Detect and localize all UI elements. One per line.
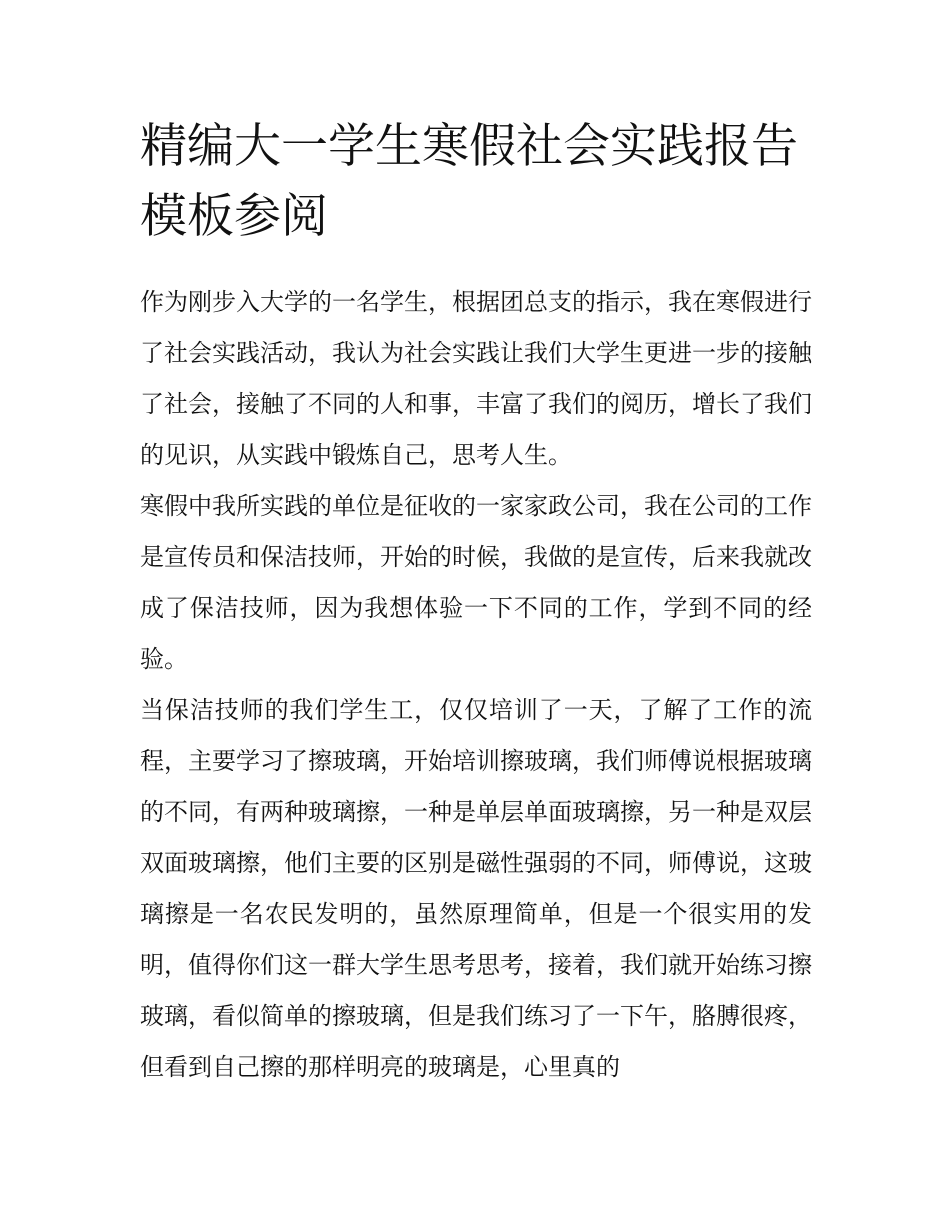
document-body xyxy=(140,277,812,1093)
paragraph-3: 当保洁技师的我们学生工，仅仅培训了一天，了解了工作的流程，主要学习了擦玻璃，开始培训擦玻璃，我们师傅说根据玻璃的不同，有两种玻璃擦，一种是单层单面玻璃擦，另一种是双层双面玻璃擦，他们主要的区别是磁性强弱的不同，师傅说，这玻璃擦是一名农民发明的，虽然原理简单，但是一个很实用的发明，值得你们这一群大学生思考思考，接着，我们就开始练习擦玻璃，看似简单的擦玻璃，但是我们练习了一下午，胳膊很疼，但看到自己擦的那样明亮的玻璃是，心里真的 xyxy=(140,696,812,1081)
paragraph-2: 寒假中我所实践的单位是征收的一家家政公司，我在公司的工作是宣传员和保洁技师，开始的时候，我做的是宣传，后来我就改成了保洁技师，因为我想体验一下不同的工作，学到不同的经验。 xyxy=(140,492,812,673)
document-title: 精编大一学生寒假社会实践报告模板参阅 xyxy=(140,119,798,244)
paragraph-1: 作为刚步入大学的一名学生，根据团总支的指示，我在寒假进行了社会实践活动，我认为社会实践让我们大学生更进一步的接触了社会，接触了不同的人和事，丰富了我们的阅历，增长了我们的见识，从实践中锻炼自己，思考人生。 xyxy=(140,288,812,469)
